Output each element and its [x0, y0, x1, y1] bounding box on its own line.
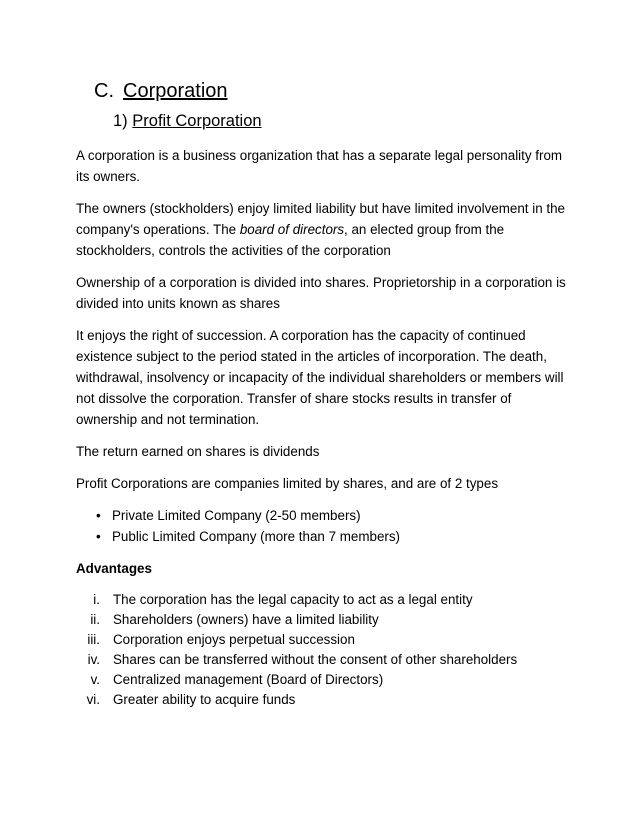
bullet-icon: • — [96, 508, 101, 523]
list-number: ii. — [90, 612, 100, 627]
subsection-title: Profit Corporation — [132, 112, 262, 130]
list-item — [76, 526, 566, 547]
list-item-text: Shareholders (owners) have a limited liability — [113, 612, 379, 627]
list-item — [76, 670, 566, 690]
paragraph-dividends: The return earned on shares is dividends — [76, 444, 320, 459]
paragraph-succession: It enjoys the right of succession. A corporation has the capacity of continued existence subject to the period stated in the articles of incorporation. The death, withdrawal, insolvency or incapacity of the individual shareholders or members will not dissolve the corporation. Transfer of share stocks results in transfer of ownership and not termination. — [76, 328, 564, 427]
list-item — [76, 610, 566, 630]
list-number: i. — [93, 592, 100, 607]
list-item — [76, 590, 566, 610]
list-item — [76, 505, 566, 526]
list-item-text: The corporation has the legal capacity to act as a legal entity — [113, 592, 473, 607]
paragraph-types: Profit Corporations are companies limited by shares, and are of 2 types — [76, 476, 499, 491]
subsection-heading — [113, 110, 262, 132]
subsection-number: 1) — [113, 112, 128, 130]
paragraph-owners-italic: board of directors — [239, 222, 345, 237]
list-item — [76, 690, 566, 710]
list-item-text: Greater ability to acquire funds — [113, 692, 296, 707]
paragraph-owners-end: , an elected group from the stockholders, controls the activities of the corporation — [76, 222, 505, 258]
section-heading — [94, 78, 228, 104]
section-title: Corporation — [123, 80, 228, 102]
document-body — [76, 145, 566, 710]
bullet-icon: • — [96, 529, 101, 544]
list-item-text: Centralized management (Board of Directors) — [113, 672, 384, 687]
section-letter: C. — [94, 80, 114, 102]
list-item-text: Corporation enjoys perpetual succession — [113, 632, 355, 647]
list-item — [76, 630, 566, 650]
list-number: v. — [90, 672, 100, 687]
list-number: vi. — [86, 692, 100, 707]
company-types-list — [76, 505, 566, 547]
paragraph-owners-start: The owners (stockholders) enjoy limited liability but have limited involvement in the company's operations. The — [76, 201, 565, 237]
paragraph-owners — [76, 198, 566, 261]
list-item-text: Private Limited Company (2-50 members) — [112, 508, 361, 523]
advantages-heading: Advantages — [76, 561, 152, 576]
list-item-text: Public Limited Company (more than 7 members) — [112, 529, 401, 544]
list-number: iii. — [87, 632, 100, 647]
paragraph-ownership: Ownership of a corporation is divided into shares. Proprietorship in a corporation is divided into units known as shares — [76, 275, 566, 311]
list-item — [76, 650, 566, 670]
paragraph-definition: A corporation is a business organization that has a separate legal personality from its owners. — [76, 148, 563, 184]
list-item-text: Shares can be transferred without the consent of other shareholders — [113, 652, 518, 667]
list-number: iv. — [87, 652, 100, 667]
advantages-list — [76, 590, 566, 710]
